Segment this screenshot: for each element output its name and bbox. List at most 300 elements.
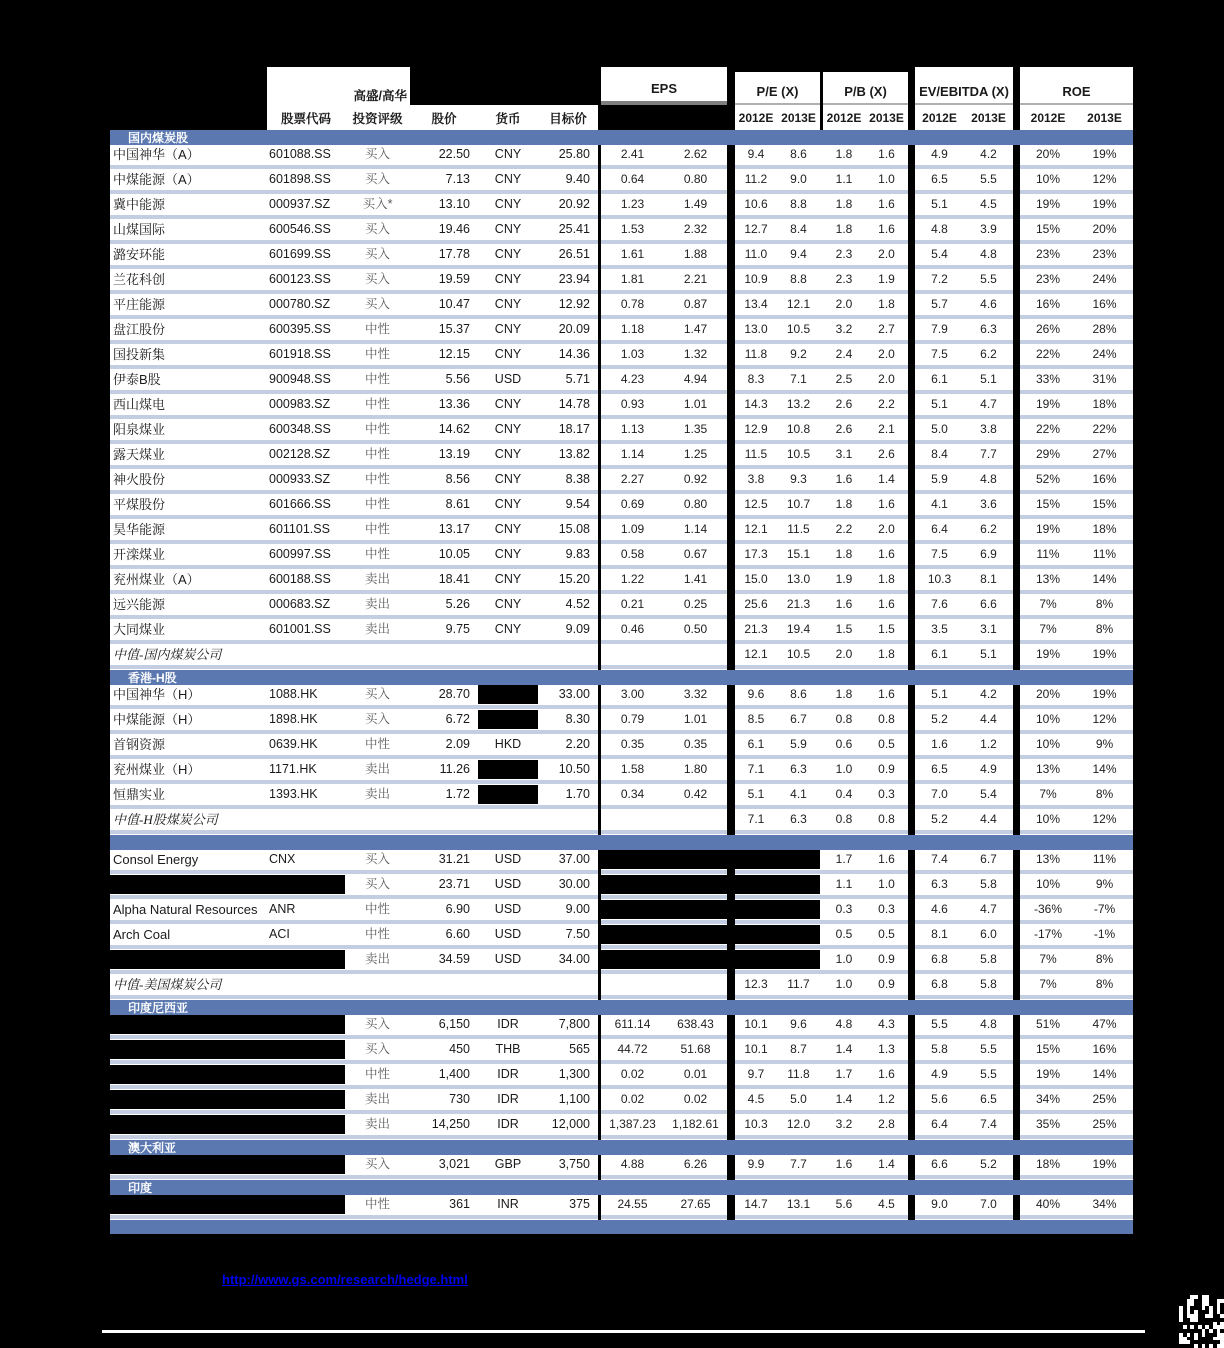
rating: 中性 <box>345 925 410 944</box>
eps-2012e: 0.58 <box>601 545 664 564</box>
eps-2012e: 44.72 <box>601 1040 664 1059</box>
ev-ebitda-label: EV/EBITDA (X) <box>919 84 1009 99</box>
roe-2012e: 15% <box>1020 495 1076 514</box>
eps-2013e: 4.94 <box>664 370 727 389</box>
redacted-cell <box>267 1195 345 1214</box>
pb-2013e: 1.6 <box>865 685 908 704</box>
table-row <box>110 470 1133 489</box>
price: 8.56 <box>410 470 478 489</box>
pb-2013e: 2.1 <box>865 420 908 439</box>
col-separator <box>1013 760 1020 779</box>
pe-2013e: 10.5 <box>777 645 820 664</box>
pb-2013e: 1.6 <box>865 495 908 514</box>
stock-code: 601101.SS <box>267 520 345 539</box>
roe-2012e: 19% <box>1020 195 1076 214</box>
roe-2013e: 24% <box>1076 270 1133 289</box>
rating: 买入 <box>345 1155 410 1174</box>
roe-2013e: 12% <box>1076 710 1133 729</box>
stock-code: 601666.SS <box>267 495 345 514</box>
col-separator <box>727 445 735 464</box>
eps-2013e: 27.65 <box>664 1195 727 1214</box>
stock-code: 600997.SS <box>267 545 345 564</box>
table-row <box>110 1015 1133 1034</box>
roe-2013e: 12% <box>1076 810 1133 829</box>
research-link[interactable]: http://www.gs.com/research/hedge.html <box>222 1272 468 1287</box>
target-price: 18.17 <box>538 420 598 439</box>
pb-2013e: 0.9 <box>865 975 908 994</box>
eps-2013e: 0.50 <box>664 620 727 639</box>
eps-2012e: 1.58 <box>601 760 664 779</box>
col-separator <box>1013 170 1020 189</box>
pe-2012e: 15.0 <box>735 570 777 589</box>
pe-2012e: 17.3 <box>735 545 777 564</box>
section-header <box>110 1140 1133 1155</box>
pe-2013e: 8.6 <box>777 145 820 164</box>
ev-ebitda-2012e: 6.8 <box>915 950 964 969</box>
rating: 中性 <box>345 370 410 389</box>
eps-2013e: 1.41 <box>664 570 727 589</box>
ev-ebitda-2013e: 3.9 <box>964 220 1013 239</box>
col-separator <box>908 270 915 289</box>
pe-2013e: 9.2 <box>777 345 820 364</box>
table-row <box>110 760 1133 779</box>
roe-2012e: 10% <box>1020 170 1076 189</box>
pe-2013e: 8.7 <box>777 1040 820 1059</box>
rating: 买入 <box>345 850 410 869</box>
price: 8.61 <box>410 495 478 514</box>
currency: CNY <box>478 620 538 639</box>
pe-2013e: 19.4 <box>777 620 820 639</box>
roe-2012e: 33% <box>1020 370 1076 389</box>
col-separator <box>908 195 915 214</box>
price: 5.56 <box>410 370 478 389</box>
section-title: 国内煤炭股 <box>128 131 189 145</box>
table-row <box>110 295 1133 314</box>
currency: IDR <box>478 1015 538 1034</box>
target-price: 25.41 <box>538 220 598 239</box>
rating: 卖出 <box>345 785 410 804</box>
price: 13.36 <box>410 395 478 414</box>
redacted-cell <box>664 950 727 969</box>
ev-ebitda-2012e: 7.5 <box>915 345 964 364</box>
ev-ebitda-2013e: 8.1 <box>964 570 1013 589</box>
pe-2013e: 9.0 <box>777 170 820 189</box>
rating: 买入* <box>345 195 410 214</box>
col-separator <box>727 1040 735 1059</box>
redacted-cell <box>664 850 727 869</box>
eps-2012e <box>601 810 664 829</box>
table-body <box>110 130 1133 1234</box>
pe-2013e: 8.4 <box>777 220 820 239</box>
col-separator <box>1013 420 1020 439</box>
rating: 买入 <box>345 145 410 164</box>
currency: USD <box>478 850 538 869</box>
pe-2012e: 12.3 <box>735 975 777 994</box>
col-separator <box>908 785 915 804</box>
currency: CNY <box>478 420 538 439</box>
ev-ebitda-2012e: 6.5 <box>915 170 964 189</box>
col-separator <box>1013 975 1020 994</box>
price: 28.70 <box>410 685 478 704</box>
rating: 买入 <box>345 1040 410 1059</box>
col-separator <box>1013 270 1020 289</box>
ev-ebitda-2013e: 7.7 <box>964 445 1013 464</box>
pe-2012e-header: 2012E <box>738 110 774 125</box>
pb-2013e: 1.6 <box>865 195 908 214</box>
pe-2012e: 9.9 <box>735 1155 777 1174</box>
company-name: 兖州煤业（A） <box>110 570 267 589</box>
ev-ebitda-2013e: 4.8 <box>964 245 1013 264</box>
ev-ebitda-2012e: 6.6 <box>915 1155 964 1174</box>
col-separator <box>727 595 735 614</box>
eps-2012e: 0.21 <box>601 595 664 614</box>
pe-2012e: 9.4 <box>735 145 777 164</box>
currency: CNY <box>478 520 538 539</box>
pb-2013e: 1.8 <box>865 295 908 314</box>
ev-ebitda-2013e: 5.5 <box>964 270 1013 289</box>
stock-code: 000780.SZ <box>267 295 345 314</box>
target-price: 33.00 <box>538 685 598 704</box>
pe-2012e: 11.2 <box>735 170 777 189</box>
target-price: 37.00 <box>538 850 598 869</box>
target-price: 9.83 <box>538 545 598 564</box>
col-separator <box>908 470 915 489</box>
eps-2013e: 0.87 <box>664 295 727 314</box>
roe-2012e: 22% <box>1020 420 1076 439</box>
table-row <box>110 270 1133 289</box>
eps-2012e: 0.69 <box>601 495 664 514</box>
target-price: 8.38 <box>538 470 598 489</box>
eps-2013e: 1.25 <box>664 445 727 464</box>
col-separator <box>908 445 915 464</box>
currency: CNY <box>478 245 538 264</box>
roe-2012e: 16% <box>1020 295 1076 314</box>
pb-2012e: 1.1 <box>823 875 865 894</box>
roe-2013e: 18% <box>1076 520 1133 539</box>
ev-ebitda-2012e: 6.8 <box>915 975 964 994</box>
eps-2013e: 1.80 <box>664 760 727 779</box>
pb-2012e: 1.6 <box>823 595 865 614</box>
row-separator-band <box>110 664 1133 670</box>
rating: 卖出 <box>345 1090 410 1109</box>
pe-2013e: 10.7 <box>777 495 820 514</box>
eps-2013e: 1.32 <box>664 345 727 364</box>
col-separator <box>908 620 915 639</box>
roe-2012e: 22% <box>1020 345 1076 364</box>
table-header <box>110 65 1133 130</box>
rating: 买入 <box>345 875 410 894</box>
ev-ebitda-2012e: 10.3 <box>915 570 964 589</box>
col-separator <box>727 620 735 639</box>
col-group-pb <box>823 72 908 105</box>
col-separator <box>908 145 915 164</box>
col-separator <box>727 975 735 994</box>
roe-2012e: 10% <box>1020 875 1076 894</box>
col-separator <box>727 950 735 969</box>
section-title: 印度尼西亚 <box>128 1001 189 1015</box>
price: 14,250 <box>410 1115 478 1134</box>
currency: CNY <box>478 270 538 289</box>
col-separator <box>1013 710 1020 729</box>
stock-code: 900948.SS <box>267 370 345 389</box>
price: 23.71 <box>410 875 478 894</box>
section-header <box>110 835 1133 850</box>
eps-2012e: 1.61 <box>601 245 664 264</box>
rating: 中性 <box>345 345 410 364</box>
target-price: 14.36 <box>538 345 598 364</box>
ev-ebitda-2013e: 3.8 <box>964 420 1013 439</box>
price: 450 <box>410 1040 478 1059</box>
pe-2013e: 9.6 <box>777 1015 820 1034</box>
stock-code: 1393.HK <box>267 785 345 804</box>
ev-ebitda-2012e: 5.2 <box>915 810 964 829</box>
redacted-cell <box>777 925 820 944</box>
ev-ebitda-2012e: 5.1 <box>915 685 964 704</box>
ev-ebitda-2013e: 5.5 <box>964 1040 1013 1059</box>
redacted-cell <box>601 875 664 894</box>
roe-2012e: 35% <box>1020 1115 1076 1134</box>
ev-ebitda-2013e: 5.5 <box>964 170 1013 189</box>
ev-ebitda-2013e: 4.8 <box>964 1015 1013 1034</box>
ev-ebitda-2013e: 6.0 <box>964 925 1013 944</box>
pb-2013e: 1.6 <box>865 850 908 869</box>
ev-ebitda-2012e: 5.7 <box>915 295 964 314</box>
table-row <box>110 1115 1133 1134</box>
col-separator <box>727 170 735 189</box>
ev-ebitda-2012e: 5.8 <box>915 1040 964 1059</box>
section-header <box>110 130 1133 145</box>
rating: 买入 <box>345 220 410 239</box>
ev-ebitda-2013e: 6.2 <box>964 345 1013 364</box>
roe-2012e: 13% <box>1020 570 1076 589</box>
row-separator-band <box>110 994 1133 1000</box>
rating: 买入 <box>345 1015 410 1034</box>
eps-2013e: 1.14 <box>664 520 727 539</box>
table-row <box>110 1155 1133 1174</box>
redacted-cell <box>267 950 345 969</box>
roe-2013e: 8% <box>1076 620 1133 639</box>
ev-ebitda-2012e: 5.6 <box>915 1090 964 1109</box>
redacted-cell <box>601 925 664 944</box>
rating: 中性 <box>345 470 410 489</box>
stock-code: 000937.SZ <box>267 195 345 214</box>
pe-2013e: 10.5 <box>777 320 820 339</box>
redacted-cell <box>110 875 267 894</box>
pe-2012e: 10.3 <box>735 1115 777 1134</box>
table-row <box>110 785 1133 804</box>
col-separator <box>908 950 915 969</box>
target-price: 7,800 <box>538 1015 598 1034</box>
currency: HKD <box>478 735 538 754</box>
col-separator <box>727 875 735 894</box>
col-separator <box>1013 145 1020 164</box>
company-name: 恒鼎实业 <box>110 785 267 804</box>
stock-code: 601001.SS <box>267 620 345 639</box>
pb-2012e: 0.5 <box>823 925 865 944</box>
target-price: 15.20 <box>538 570 598 589</box>
col-separator <box>908 220 915 239</box>
pb-2012e: 1.6 <box>823 1155 865 1174</box>
company-name: 西山煤电 <box>110 395 267 414</box>
currency: CNY <box>478 220 538 239</box>
target-price: 7.50 <box>538 925 598 944</box>
redacted-cell <box>267 1155 345 1174</box>
ev-ebitda-2013e: 6.6 <box>964 595 1013 614</box>
ev-ebitda-2012e: 7.0 <box>915 785 964 804</box>
price: 13.10 <box>410 195 478 214</box>
eps-2012e: 2.41 <box>601 145 664 164</box>
roe-2012e: 10% <box>1020 710 1076 729</box>
price: 1.72 <box>410 785 478 804</box>
eps-2012e: 0.64 <box>601 170 664 189</box>
pb-2012e-header: 2012E <box>826 110 862 125</box>
target-price: 25.80 <box>538 145 598 164</box>
pb-2013e: 1.8 <box>865 645 908 664</box>
target-price: 3,750 <box>538 1155 598 1174</box>
table-row <box>110 245 1133 264</box>
pe-2013e: 7.7 <box>777 1155 820 1174</box>
price: 19.59 <box>410 270 478 289</box>
redacted-cell <box>478 760 538 779</box>
eps-2012e: 0.79 <box>601 710 664 729</box>
pe-2012e: 12.7 <box>735 220 777 239</box>
eps-2013e <box>664 645 727 664</box>
redacted-cell <box>735 900 777 919</box>
table-row <box>110 420 1133 439</box>
price: 6.72 <box>410 710 478 729</box>
col-separator <box>1013 595 1020 614</box>
col-separator <box>727 785 735 804</box>
ev-ebitda-2013e: 7.0 <box>964 1195 1013 1214</box>
rating: 买入 <box>345 685 410 704</box>
col-separator <box>908 595 915 614</box>
col-separator <box>727 1015 735 1034</box>
pb-2012e: 2.6 <box>823 395 865 414</box>
currency: USD <box>478 900 538 919</box>
table-row <box>110 685 1133 704</box>
pe-2012e: 4.5 <box>735 1090 777 1109</box>
ev-ebitda-2013e: 4.4 <box>964 810 1013 829</box>
ev-ebitda-2012e: 5.5 <box>915 1015 964 1034</box>
ev-ebitda-2013e: 6.5 <box>964 1090 1013 1109</box>
col-separator <box>908 245 915 264</box>
ev-ebitda-2012e: 4.9 <box>915 1065 964 1084</box>
rating: 中性 <box>345 495 410 514</box>
roe-2012e: 23% <box>1020 245 1076 264</box>
roe-2013e: 24% <box>1076 345 1133 364</box>
col-separator <box>727 345 735 364</box>
pb-2012e: 1.7 <box>823 1065 865 1084</box>
target-price: 8.30 <box>538 710 598 729</box>
pe-2013e: 5.9 <box>777 735 820 754</box>
redacted-cell <box>664 900 727 919</box>
pb-2012e: 0.6 <box>823 735 865 754</box>
pb-2012e: 2.6 <box>823 420 865 439</box>
col-separator <box>908 925 915 944</box>
target-price: 30.00 <box>538 875 598 894</box>
eps-2013e: 3.32 <box>664 685 727 704</box>
col-separator <box>908 170 915 189</box>
roe-2012e: 20% <box>1020 685 1076 704</box>
stock-code: 600188.SS <box>267 570 345 589</box>
stock-code: 600395.SS <box>267 320 345 339</box>
currency: CNY <box>478 495 538 514</box>
redacted-cell <box>777 900 820 919</box>
col-separator <box>908 495 915 514</box>
redacted-cell <box>601 900 664 919</box>
eps-2013e: 0.80 <box>664 495 727 514</box>
company-name: Alpha Natural Resources <box>110 900 267 919</box>
price: 3,021 <box>410 1155 478 1174</box>
price: 15.37 <box>410 320 478 339</box>
pe-2012e: 25.6 <box>735 595 777 614</box>
ev-ebitda-2012e: 5.0 <box>915 420 964 439</box>
stock-code: 601918.SS <box>267 345 345 364</box>
pb-2013e: 0.5 <box>865 925 908 944</box>
stock-code: 600348.SS <box>267 420 345 439</box>
roe-2013e: 9% <box>1076 875 1133 894</box>
col-separator <box>1013 1040 1020 1059</box>
table-row <box>110 950 1133 969</box>
rating-group-label: 高盛/高华 <box>353 89 407 103</box>
eps-2013e: 0.01 <box>664 1065 727 1084</box>
roe-2013e: 16% <box>1076 470 1133 489</box>
roe-2012e: 11% <box>1020 545 1076 564</box>
pe-2012e: 11.5 <box>735 445 777 464</box>
target-price: 9.54 <box>538 495 598 514</box>
ev-ebitda-2013e: 4.4 <box>964 710 1013 729</box>
col-separator <box>1013 520 1020 539</box>
redacted-cell <box>110 1090 267 1109</box>
pb-2013e: 2.2 <box>865 395 908 414</box>
pb-2012e: 1.8 <box>823 145 865 164</box>
currency: CNY <box>478 295 538 314</box>
pb-2012e: 1.0 <box>823 760 865 779</box>
table-row <box>110 735 1133 754</box>
currency: CNY <box>478 445 538 464</box>
col-separator <box>1013 810 1020 829</box>
ev-ebitda-2013e: 4.7 <box>964 900 1013 919</box>
company-name: 神火股份 <box>110 470 267 489</box>
ev-ebitda-2013e: 5.4 <box>964 785 1013 804</box>
col-separator <box>727 245 735 264</box>
col-separator <box>908 645 915 664</box>
table-row <box>110 395 1133 414</box>
col-separator <box>1013 495 1020 514</box>
col-separator <box>1013 1155 1020 1174</box>
ev-ebitda-2012e: 7.2 <box>915 270 964 289</box>
target-price: 9.00 <box>538 900 598 919</box>
col-separator <box>1013 620 1020 639</box>
ev-ebitda-2012e: 5.1 <box>915 195 964 214</box>
eps-2013e: 1.88 <box>664 245 727 264</box>
col-separator <box>908 1195 915 1214</box>
stock-code: 000983.SZ <box>267 395 345 414</box>
pb-2013e-header: 2013E <box>869 110 904 125</box>
company-name: 潞安环能 <box>110 245 267 264</box>
roe-2012e: 51% <box>1020 1015 1076 1034</box>
stock-code: 1171.HK <box>267 760 345 779</box>
pe-2012e: 12.9 <box>735 420 777 439</box>
roe-2012e: 19% <box>1020 645 1076 664</box>
col-separator <box>727 220 735 239</box>
company-name: 露天煤业 <box>110 445 267 464</box>
roe-2012e: 23% <box>1020 270 1076 289</box>
roe-2012e: -17% <box>1020 925 1076 944</box>
roe-2013e: 8% <box>1076 785 1133 804</box>
table-row <box>110 925 1133 944</box>
rating: 中性 <box>345 735 410 754</box>
